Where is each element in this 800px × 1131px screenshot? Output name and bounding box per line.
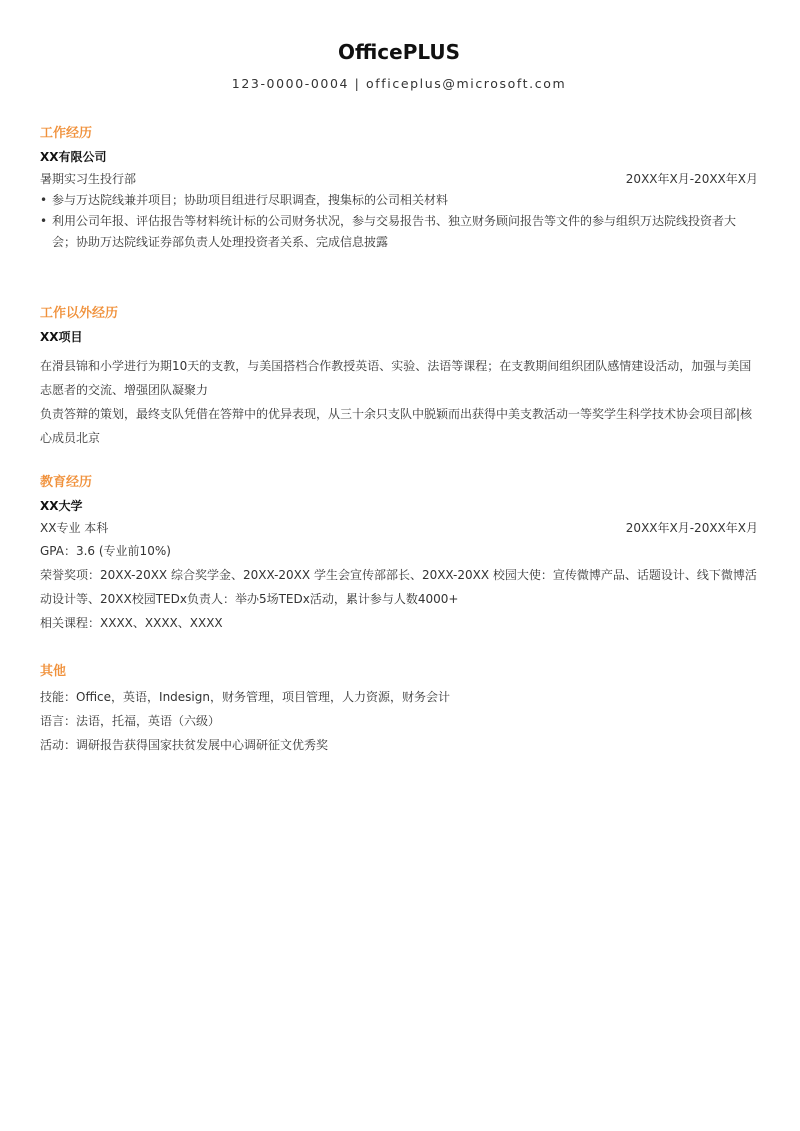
education-date: 20XX年X月-20XX年X月 <box>625 521 758 535</box>
education-section <box>40 474 758 635</box>
work-role-row <box>40 169 758 190</box>
education-major-row <box>40 518 758 539</box>
education-honors: 荣誉奖项：20XX-20XX 综合奖学金、20XX-20XX 学生会宣传部部长、20XX-20XX 校园大使：宣传微博产品、话题设计、线下微博活动设计等、20XX校园TEDx负责人：举办5场TEDx活动，累计参与人数4000+ <box>40 568 757 606</box>
extra-paragraph: 负责答辩的策划，最终支队凭借在答辩中的优异表现，从三十余只支队中脱颖而出获得中美支教活动一等奖学生科学技术协会项目部|核心成员北京 <box>40 407 753 445</box>
other-activities: 活动：调研报告获得国家扶贫发展中心调研征文优秀奖 <box>40 738 329 752</box>
extra-section <box>40 305 758 450</box>
work-section <box>40 125 758 253</box>
work-company: XX有限公司 <box>40 150 107 164</box>
extra-project: XX项目 <box>40 330 83 344</box>
extra-section-title: 工作以外经历 <box>40 306 119 321</box>
other-section <box>40 663 758 757</box>
work-role: 暑期实习生投行部 <box>40 172 137 186</box>
other-languages: 语言：法语，托福，英语（六级） <box>40 714 221 728</box>
work-bullets <box>40 190 758 253</box>
work-section-title: 工作经历 <box>40 126 93 141</box>
education-section-title: 教育经历 <box>40 475 93 490</box>
education-courses: 相关课程：XXXX、XXXX、XXXX <box>40 616 223 630</box>
other-skills: 技能：Office，英语，Indesign，财务管理，项目管理，人力资源，财务会计 <box>40 690 450 704</box>
education-gpa: GPA：3.6 (专业前10%) <box>40 544 171 558</box>
extra-paragraph: 在滑县锦和小学进行为期10天的支教，与美国搭档合作教授英语、实验、法语等课程；在支教期间组织团队感情建设活动，加强与美国志愿者的交流、增强团队凝聚力 <box>40 359 752 397</box>
contact-info: 123-0000-0004 | officeplus@microsoft.com <box>231 76 567 91</box>
candidate-name: OfficePLUS <box>337 40 461 64</box>
other-section-title: 其他 <box>40 664 67 679</box>
list-item: • 参与万达院线兼并项目；协助项目组进行尽职调查，搜集标的公司相关材料 <box>40 193 449 207</box>
work-date: 20XX年X月-20XX年X月 <box>625 172 758 186</box>
list-item: • 利用公司年报、评估报告等材料统计标的公司财务状况，参与交易报告书、独立财务顾问报告等文件的参与组织万达院线投资者大会；协助万达院线证券部负责人处理投资者关系、完成信息披露 <box>40 214 737 249</box>
education-school: XX大学 <box>40 499 83 513</box>
education-major: XX专业 本科 <box>40 521 109 535</box>
